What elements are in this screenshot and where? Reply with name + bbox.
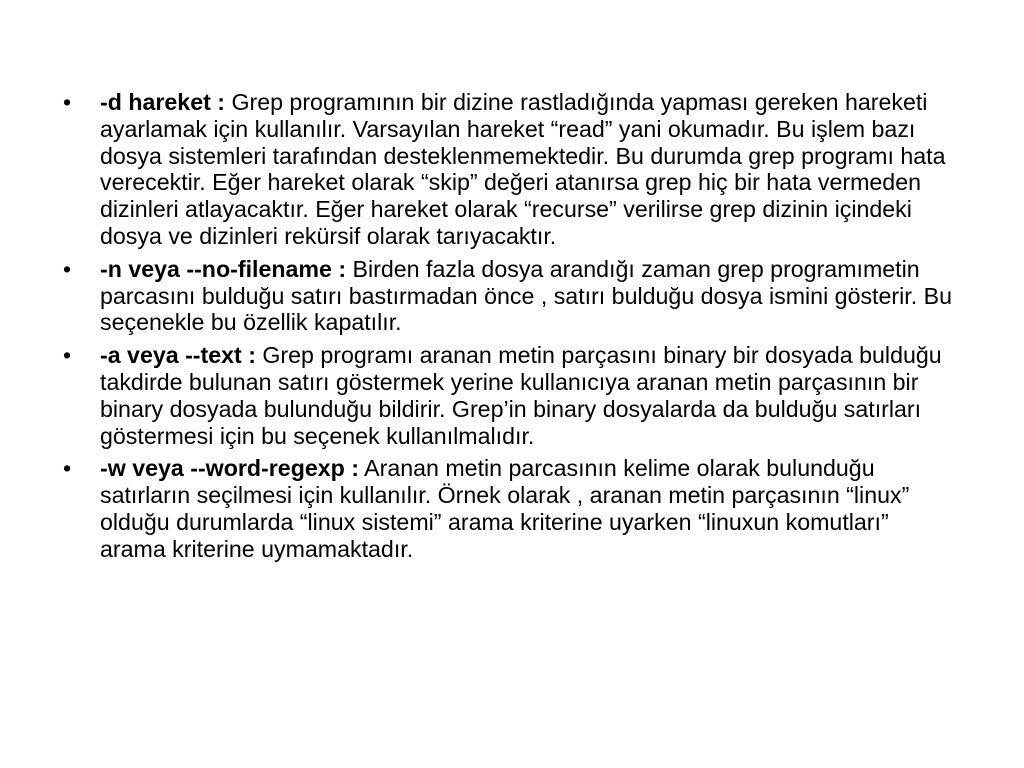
option-term: -n veya --no-filename : — [100, 255, 347, 282]
bullet-list — [63, 89, 960, 569]
option-term: -w veya --word-regexp : — [100, 455, 359, 482]
bullet-item-d-hareket — [63, 89, 960, 250]
bullet-item-text — [63, 342, 960, 449]
option-description: Grep programının bir dizine rastladığında yapması gereken hareketi ayarlamak için kullanılır. Varsayılan hareket “read” yani okumadır. Bu işlem bazı dosya sistemleri tarafından desteklenmemektedir. Bu durumda grep programı hata verecektir. Eğer hareket olarak “skip” değeri atanırsa grep hiç bir hata vermeden dizinleri atlayacaktır. Eğer hareket olarak “recurse” verilirse grep dizinin içindeki dosya ve dizinleri rekürsif olarak tarıyacaktır. — [100, 89, 946, 249]
option-term: -a veya --text : — [100, 342, 256, 369]
option-term: -d hareket : — [100, 89, 225, 115]
bullet-icon: • — [63, 342, 72, 369]
bullet-icon: • — [63, 255, 72, 282]
option-description: Aranan metin parcasının kelime olarak bulunduğu satırların seçilmesi için kullanılır. Örnek olarak , aranan metin parçasının “linux” olduğu durumlarda “linux sistemi” arama kriterine uyarken “linuxun komutları” arama kriterine uymamaktadır. — [100, 455, 910, 562]
bullet-item-no-filename — [63, 255, 960, 336]
bullet-icon: • — [63, 455, 72, 482]
bullet-icon: • — [63, 89, 72, 115]
option-description: Birden fazla dosya arandığı zaman grep programımetin parcasını bulduğu satırı bastırmadan önce , satırı bulduğu dosya ismini gösterir. Bu seçenekle bu özellik kapatılır. — [100, 255, 952, 336]
option-description: Grep programı aranan metin parçasını binary bir dosyada bulduğu takdirde bulunan satırı göstermek yerine kullanıcıya aranan metin parçasının bir binary dosyada bulunduğu bildirir. Grep’in binary dosyalarda da bulduğu satırları göstermesi için bu seçenek kullanılmalıdır. — [100, 342, 942, 449]
bullet-item-word-regexp — [63, 455, 960, 562]
